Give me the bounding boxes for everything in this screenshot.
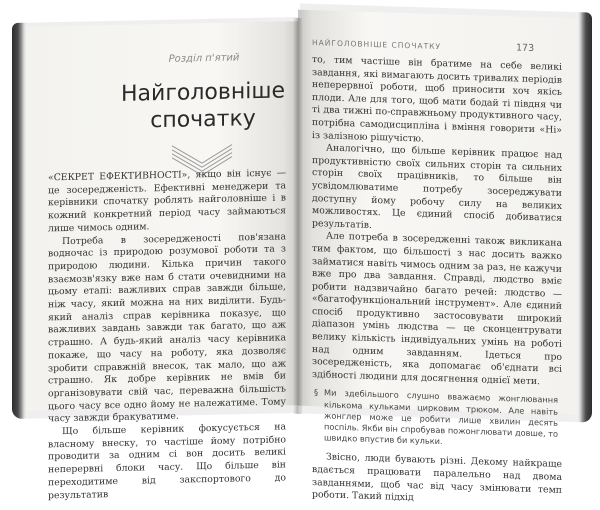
paragraph: Звісно, люди бувають різні. Декому найкраще вдається працювати паралельно над двома завданнями, щоб час від часу змінювати темп роботи. Такий підхід	[312, 451, 562, 504]
left-page	[26, 21, 300, 501]
footnote-mark: §	[314, 387, 319, 398]
paragraph: Але потреба в зосередженні також викликана тим фактом, що більшості з нас досить важко займатися навіть чимось одним за раз, не кажучи вже про два завдання. Справді, людство вміє робити надзвичайно багато речей: людство — «багатофункціональний інструмент». Але єдиний спосіб продуктивно застосовувати широкий діапазон умінь людства — це сконцентрувати велику кількість індивідуальних умінь на роботі над одним завданням. Ідеться про зосередженість, яка допомагає об'єднати всі здібності людини для досягнення однієї мети.	[312, 230, 562, 388]
chapter-title-line-1: Найголовніше	[121, 78, 285, 107]
running-head: НАЙГОЛОВНІШЕ СПОЧАТКУ	[312, 38, 442, 52]
paragraph: Аналогічно, що більше керівник працює над продуктивністю своїх сильних сторін та сильних сторін своїх працівників, то більше він усвідомлюватиме потребу зосереджувати доступну йому робочу силу на великих можливостях. Це єдиний спосіб добиватися результатів.	[312, 142, 562, 231]
page-number: 173	[516, 42, 535, 55]
book-spine-shadow	[293, 18, 303, 414]
paragraph: Що більше керівник фокусується на власному внеску, то частіше йому потрібно проводити за одним сі вон досить великі неперервні блоки часу. Що більше він переходитиме від закспортового до результатив	[48, 421, 286, 501]
chapter-label: Розділ п'ятий	[168, 52, 240, 65]
chapter-title-line-2: спочатку	[150, 106, 256, 134]
footnote	[312, 387, 562, 451]
paragraph: «СЕКРЕТ ЕФЕКТИВНОСТІ», якщо він існує — це зосередженість. Ефективні менеджери та керівники спочатку роблять найголовніше і в кожний конкретний період часу займаються лише чимось одним.	[48, 167, 286, 235]
left-page-body	[48, 167, 286, 502]
paragraph: то, тим частіше він братиме на себе великі завдання, які вимагають досить тривалих періодів неперервної роботи, щоб приносити хоч якісь плоди. Але для того, щоб мати бодай ті півдня чи ті два тижні по-справжньому продуктивного часу, потрібна самодисципліна і вміння говорити «Ні» із залізною рішучістю.	[312, 54, 562, 145]
right-page	[298, 10, 578, 504]
footnote-text: Ми здебільшого слушно вважаємо жонглювання кількома кульками цирковим трюком. Але навіть жонглер може це робити лише хвилин десять поспіль. Якби він спробував пожонглювати довше, то швидко впустив би кульки.	[324, 387, 558, 447]
right-page-body	[312, 54, 562, 510]
chapter-title	[118, 77, 288, 135]
paragraph: Потреба в зосередженості пов'язана водночас із природою розумової роботи та з природою людини. Кілька причин такого взаємозв'язку вже нам б стати очевидними на цьому етапі: важливих справ завжди більше, ніж часу, який можна на них виділити. Будь-який аналіз справ керівника показує, що важливих завдань завжди так багато, що аж страшно. А будь-який аналіз часу керівника покаже, що часу на роботу, яка дозволяє зробити справжній внесок, так мало, що аж страшно. Як добре керівник не вмів би організовувати свій час, переважна більшість цього часу все одно йому не належатиме. Тому часу завжди бракуватиме.	[48, 230, 286, 425]
